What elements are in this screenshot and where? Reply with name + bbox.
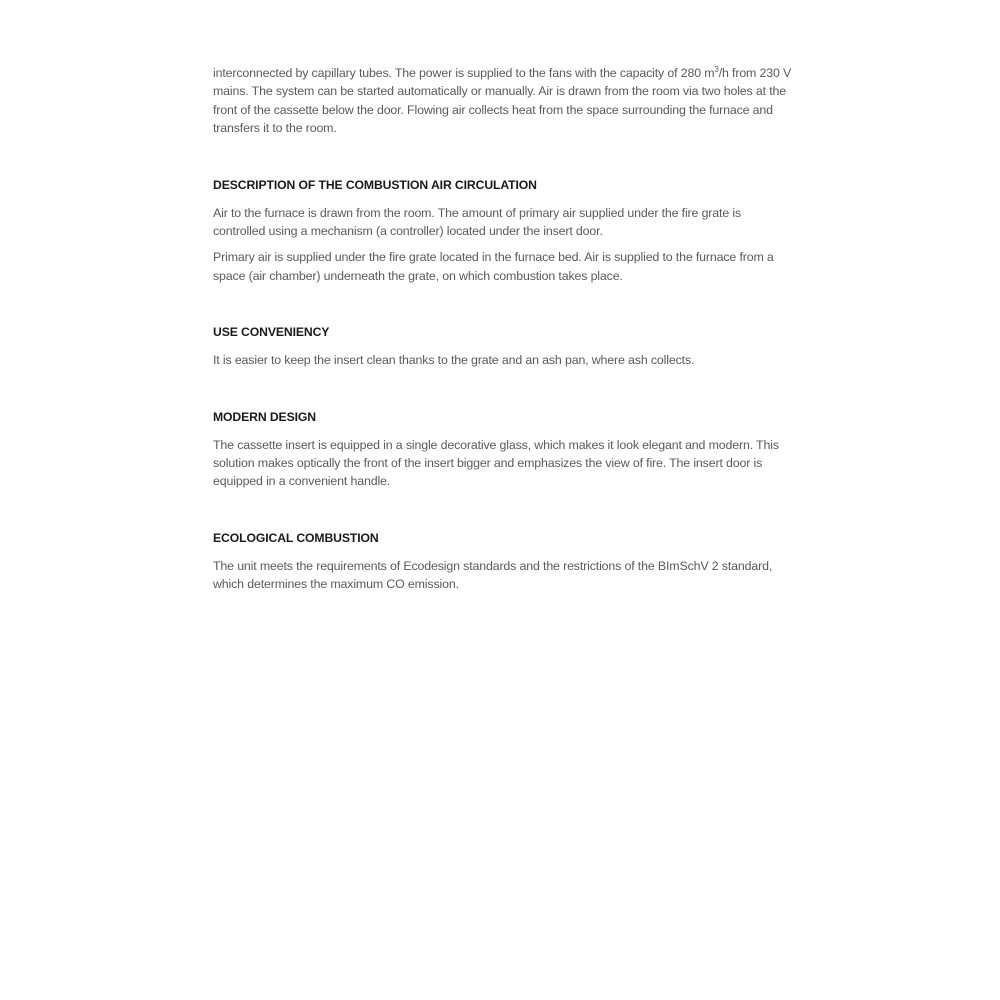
section-ecological-combustion (213, 530, 793, 594)
section-paragraph: It is easier to keep the insert clean thanks to the grate and an ash pan, where ash collects. (213, 353, 695, 368)
document-page (213, 64, 793, 594)
intro-text-start: interconnected by capillary tubes. The power is supplied to the fans with the capacity of 280 m (213, 66, 715, 80)
section-modern-design (213, 409, 793, 491)
section-paragraph: Air to the furnace is drawn from the room. The amount of primary air supplied under the fire grate is controlled using a mechanism (a controller) located under the insert door. (213, 205, 741, 239)
intro-text-end: /h from 230 V mains. The system can be started automatically or manually. Air is drawn from the room via two holes at the front of the cassette below the door. Flowing air collects heat from the space surrounding the furnace and transfers it to the room. (213, 66, 792, 136)
cubic-superscript: 3 (714, 65, 719, 74)
intro-paragraph (213, 64, 793, 138)
section-heading: MODERN DESIGN (213, 409, 316, 424)
section-paragraph: The unit meets the requirements of Ecodesign standards and the restrictions of the BImSchV 2 standard, which determines the maximum CO emission. (213, 558, 773, 592)
section-heading: USE CONVENIENCY (213, 325, 330, 340)
section-paragraph: Primary air is supplied under the fire grate located in the furnace bed. Air is supplied to the furnace from a space (air chamber) underneath the grate, on which combustion takes place. (213, 250, 774, 283)
section-heading: DESCRIPTION OF THE COMBUSTION AIR CIRCULATION (213, 177, 537, 192)
section-paragraph: The cassette insert is equipped in a single decorative glass, which makes it look elegant and modern. This solution makes optically the front of the insert bigger and emphasizes the view of fire. The insert door is equipped in a convenient handle. (213, 437, 779, 489)
section-heading: ECOLOGICAL COMBUSTION (213, 530, 379, 545)
section-combustion-air-circulation (213, 177, 793, 286)
section-use-conveniency (213, 324, 793, 369)
